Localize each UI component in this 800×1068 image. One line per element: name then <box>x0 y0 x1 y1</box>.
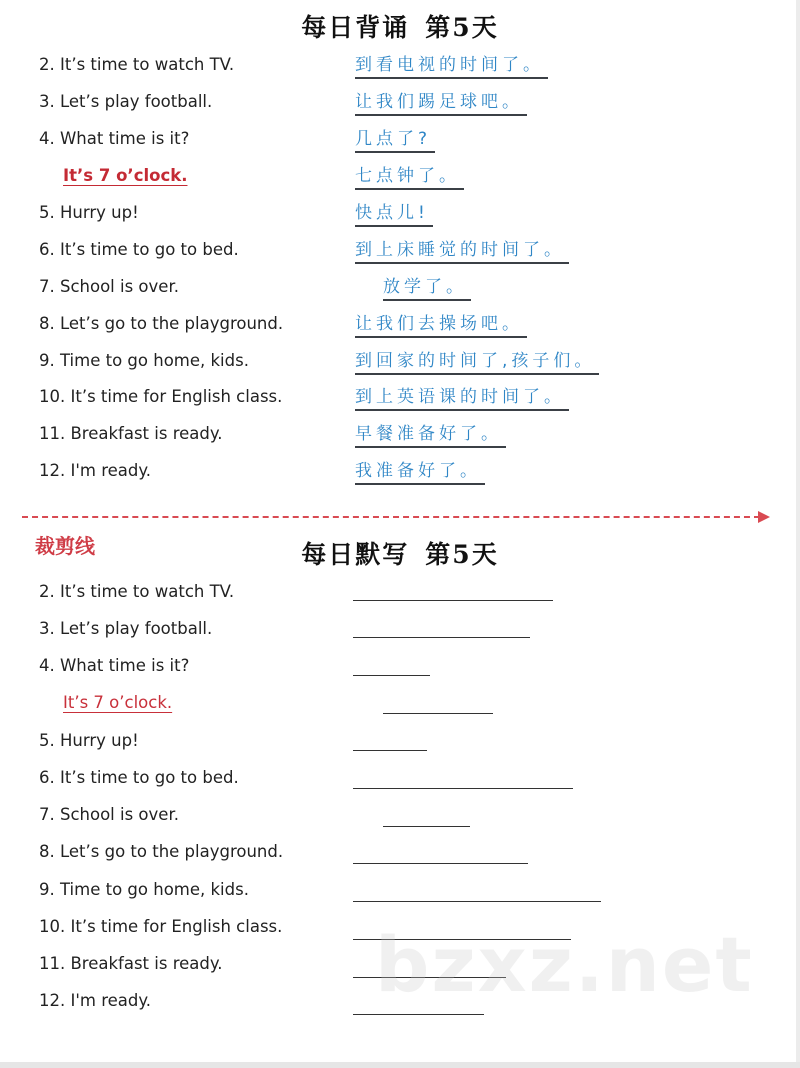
page-edge-bottom <box>0 1062 800 1068</box>
cut-line-arrow-icon <box>758 511 770 523</box>
recite-en-11: 11. Breakfast is ready. <box>39 424 223 443</box>
recite-zh-4-answer: 七点钟了。 <box>355 166 464 190</box>
dictation-en-10: 10. It’s time for English class. <box>39 917 283 936</box>
recite-zh-7: 放学了。 <box>383 277 471 301</box>
dictation-blank-2[interactable] <box>353 600 553 601</box>
dictation-en-11: 11. Breakfast is ready. <box>39 954 223 973</box>
recite-zh-4: 几点了? <box>355 129 435 153</box>
dictation-en-5: 5. Hurry up! <box>39 731 139 750</box>
recite-zh-10: 到上英语课的时间了。 <box>355 387 569 411</box>
recite-zh-12: 我准备好了。 <box>355 461 485 485</box>
dictation-blank-3[interactable] <box>353 637 530 638</box>
dictation-title <box>0 535 800 571</box>
recite-zh-5: 快点儿! <box>355 203 433 227</box>
dictation-blank-4[interactable] <box>353 675 430 676</box>
recite-en-4: 4. What time is it? <box>39 129 190 148</box>
page-edge-right <box>796 0 800 1068</box>
dictation-en-8: 8. Let’s go to the playground. <box>39 842 284 861</box>
dictation-title-day: 第5天 <box>425 540 499 569</box>
dictation-blank-12[interactable] <box>353 1014 484 1015</box>
dictation-blank-9[interactable] <box>353 901 601 902</box>
watermark: bzxz.net <box>375 920 754 1009</box>
recite-en-10: 10. It’s time for English class. <box>39 387 283 406</box>
dictation-en-4: 4. What time is it? <box>39 656 190 675</box>
dictation-en-9: 9. Time to go home, kids. <box>39 880 249 899</box>
recite-en-3: 3. Let’s play football. <box>39 92 213 111</box>
recite-zh-11: 早餐准备好了。 <box>355 424 506 448</box>
dictation-en-12: 12. I'm ready. <box>39 991 152 1010</box>
recite-en-7: 7. School is over. <box>39 277 179 296</box>
recite-zh-6: 到上床睡觉的时间了。 <box>355 240 569 264</box>
cut-line-dashed <box>22 516 760 518</box>
recite-zh-2: 到看电视的时间了。 <box>355 55 548 79</box>
recite-title-day: 第5天 <box>425 13 499 42</box>
dictation-blank-7[interactable] <box>383 826 470 827</box>
recite-en-8: 8. Let’s go to the playground. <box>39 314 284 333</box>
recite-en-4-answer: It’s 7 o’clock. <box>63 166 188 185</box>
recite-zh-3: 让我们踢足球吧。 <box>355 92 527 116</box>
recite-en-9: 9. Time to go home, kids. <box>39 351 249 370</box>
dictation-blank-5[interactable] <box>353 750 427 751</box>
dictation-en-4-answer: It’s 7 o’clock. <box>63 693 173 712</box>
cut-line-label: 裁剪线 <box>35 534 95 558</box>
recite-en-2: 2. It’s time to watch TV. <box>39 55 235 74</box>
dictation-blank-8[interactable] <box>353 863 528 864</box>
dictation-en-2: 2. It’s time to watch TV. <box>39 582 235 601</box>
recite-en-6: 6. It’s time to go to bed. <box>39 240 239 259</box>
recite-title <box>0 8 800 44</box>
dictation-en-7: 7. School is over. <box>39 805 179 824</box>
recite-en-12: 12. I'm ready. <box>39 461 152 480</box>
dictation-en-3: 3. Let’s play football. <box>39 619 213 638</box>
recite-en-5: 5. Hurry up! <box>39 203 139 222</box>
recite-zh-8: 让我们去操场吧。 <box>355 314 527 338</box>
dictation-title-main: 每日默写 <box>301 540 410 569</box>
recite-title-main: 每日背诵 <box>301 13 410 42</box>
dictation-blank-4-answer[interactable] <box>383 713 493 714</box>
recite-zh-9: 到回家的时间了,孩子们。 <box>355 351 599 375</box>
dictation-blank-6[interactable] <box>353 788 573 789</box>
dictation-en-6: 6. It’s time to go to bed. <box>39 768 239 787</box>
